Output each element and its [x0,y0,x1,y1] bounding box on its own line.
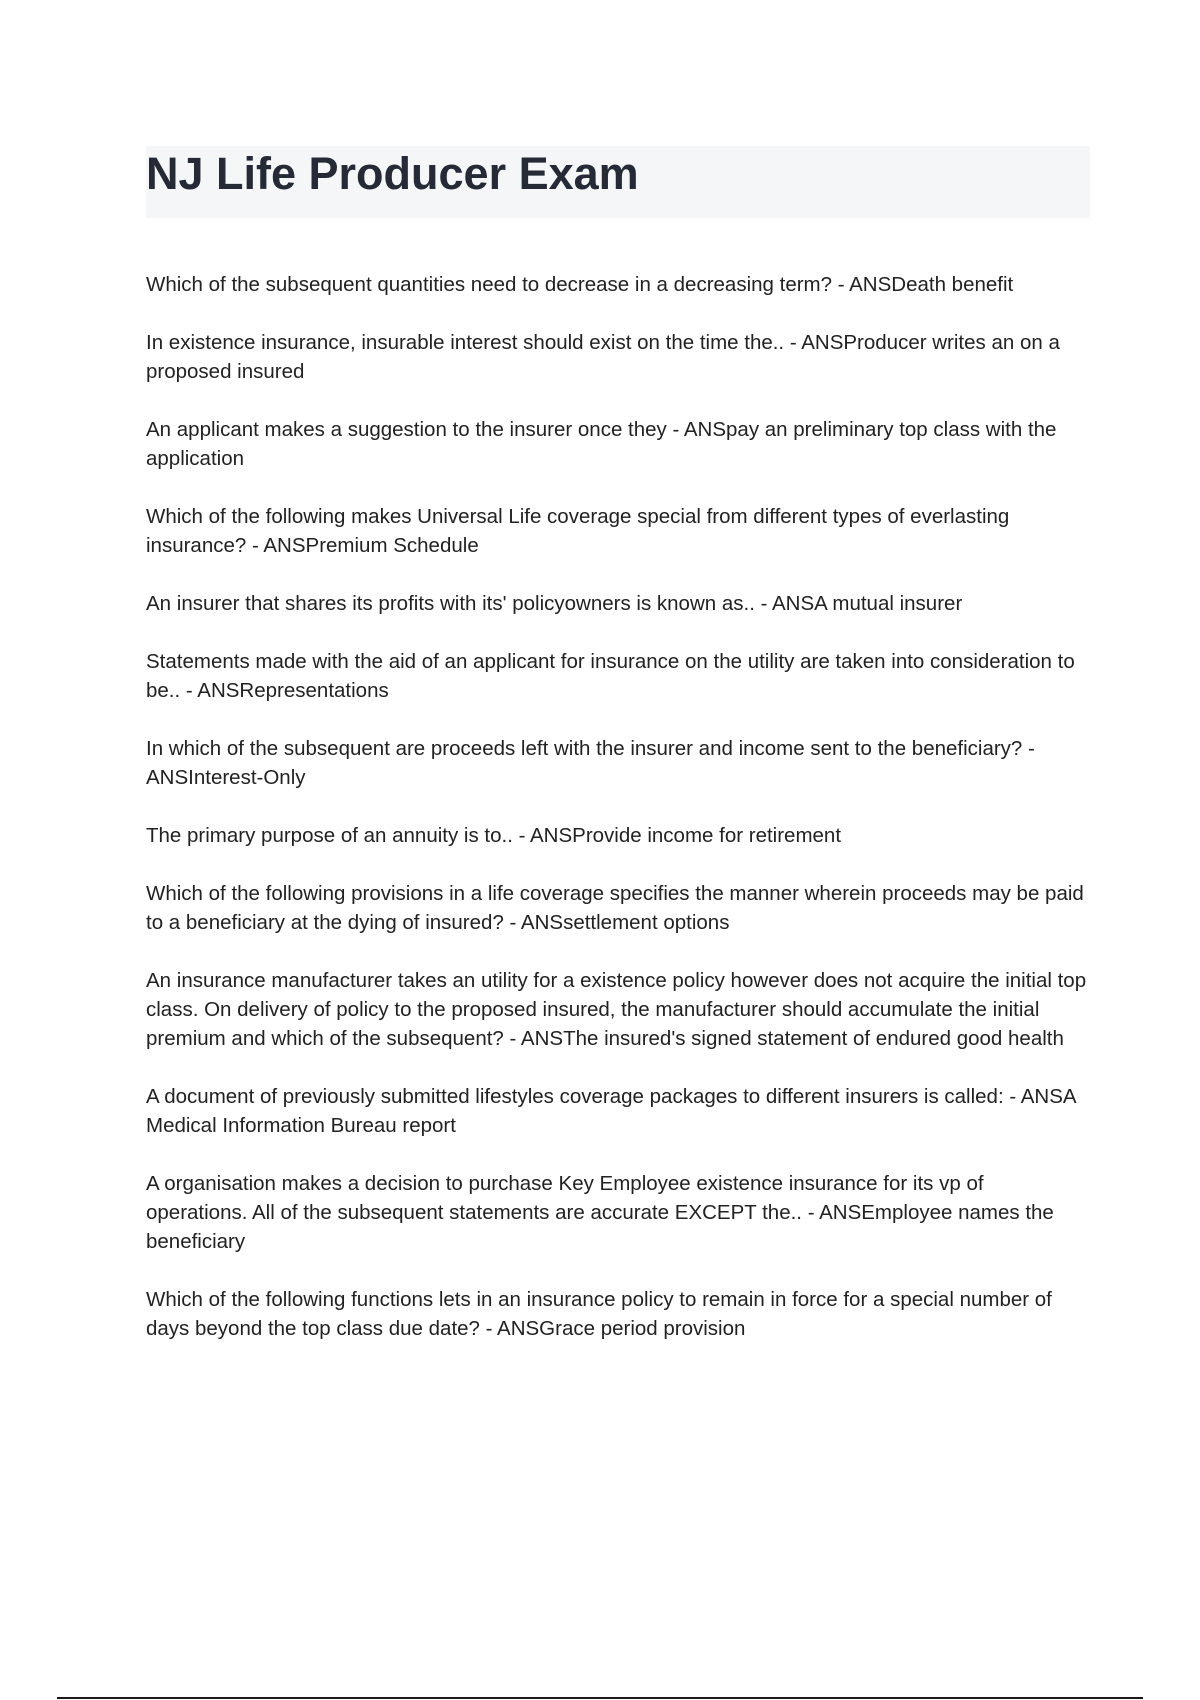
qa-item: Which of the subsequent quantities need to decrease in a decreasing term? - ANSDeath benefit [146,273,1014,296]
qa-item: Which of the following provisions in a life coverage specifies the manner wherein proceeds may be paid to a beneficiary at the dying of insured? - ANSsettlement options [146,882,1084,934]
qa-item: Which of the following functions lets in an insurance policy to remain in force for a special number of days beyond the top class due date? - ANSGrace period provision [146,1288,1052,1340]
qa-item: An applicant makes a suggestion to the insurer once they - ANSpay an preliminary top class with the application [146,418,1057,470]
qa-item: An insurer that shares its profits with its' policyowners is known as.. - ANSA mutual insurer [146,592,963,615]
page-title: NJ Life Producer Exam [146,148,639,199]
question-answer-list [146,270,1090,1372]
qa-item: In existence insurance, insurable interest should exist on the time the.. - ANSProducer writes an on a proposed insured [146,331,1060,383]
qa-item: The primary purpose of an annuity is to.. - ANSProvide income for retirement [146,824,842,847]
qa-item: A document of previously submitted lifestyles coverage packages to different insurers is called: - ANSA Medical Information Bureau report [146,1085,1076,1137]
footer-divider [57,1697,1143,1699]
title-banner [146,146,1090,218]
qa-item: An insurance manufacturer takes an utility for a existence policy however does not acquire the initial top class. On delivery of policy to the proposed insured, the manufacturer should accumulate the initial premium and which of the subsequent? - ANSThe insured's signed statement of endured good health [146,969,1087,1050]
qa-item: A organisation makes a decision to purchase Key Employee existence insurance for its vp of operations. All of the subsequent statements are accurate EXCEPT the.. - ANSEmployee names the beneficiary [146,1172,1054,1253]
qa-item: Statements made with the aid of an applicant for insurance on the utility are taken into consideration to be.. - ANSRepresentations [146,650,1075,702]
qa-item: Which of the following makes Universal Life coverage special from different types of everlasting insurance? - ANSPremium Schedule [146,505,1010,557]
qa-item: In which of the subsequent are proceeds left with the insurer and income sent to the beneficiary? - ANSInterest-Only [146,737,1035,789]
